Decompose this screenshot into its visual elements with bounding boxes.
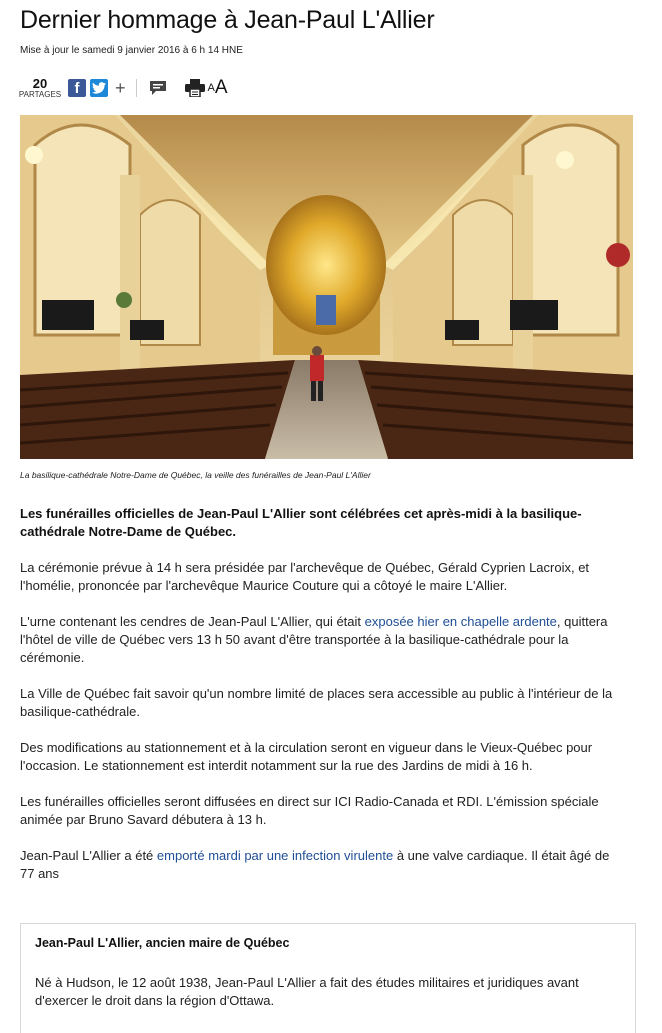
paragraph: Des modifications au stationnement et à la circulation seront en vigueur dans le Vieux-Québec pour l'occasion. Le stationnement est interdit notamment sur la rue des Jardins de midi à 16 h. [20,740,593,773]
bio-infobox [20,923,636,1033]
link-infection[interactable]: emporté mardi par une infection virulente [156,848,394,863]
paragraph [20,847,620,883]
text-size-icon[interactable] [208,77,228,99]
text: à une valve cardiaque. Il était âgé de 77 ans [20,848,610,881]
article-title: Dernier hommage à Jean-Paul L'Allier [20,6,435,34]
infobox-text: Né à Hudson, le 12 août 1938, Jean-Paul L'Allier a fait des études militaires et juridiques avant d'exercer le droit dans la région d'Ottawa. [35,975,579,1008]
paragraph: La cérémonie prévue à 14 h sera présidée par l'archevêque de Québec, Gérald Cyprien Lacroix, et l'homélie, prononcée par l'archevêque Maurice Couture qui a côtoyé le maire L'Allier. [20,560,590,593]
facebook-icon[interactable]: f [68,79,86,97]
link-chapelle-ardente[interactable]: exposée hier en chapelle ardente [364,614,557,629]
divider [136,79,137,97]
text-size-small: A [207,82,215,94]
article-lead: Les funérailles officielles de Jean-Paul L'Allier sont célébrées cet après-midi à la basilique-cathédrale Notre-Dame de Québec. [20,506,582,539]
twitter-icon[interactable] [90,79,108,97]
paragraph: La Ville de Québec fait savoir qu'un nombre limité de places sera accessible au public à l'intérieur de la basilique-cathédrale. [20,686,613,719]
cathedral-photo [20,115,633,459]
photo-caption: La basilique-cathédrale Notre-Dame de Québec, la veille des funérailles de Jean-Paul L'Allier [20,470,371,480]
share-count-number: 20 [32,76,48,91]
update-timestamp: Mise à jour le samedi 9 janvier 2016 à 6 h 14 HNE [20,45,243,56]
print-icon[interactable] [185,79,205,97]
share-count [18,77,62,99]
paragraph [20,613,620,667]
plus-icon[interactable]: + [115,77,126,98]
infobox-title: Jean-Paul L'Allier, ancien maire de Québec [35,936,290,950]
share-count-label: PARTAGES [18,90,62,99]
text: L'urne contenant les cendres de Jean-Paul L'Allier, qui était [20,614,365,629]
comment-icon[interactable] [149,80,167,96]
text: , quittera l'hôtel de ville de Québec vers 13 h 50 avant d'être transportée à la basilique-cathédrale pour la cérémonie. [20,614,608,665]
share-bar [18,74,228,102]
text: Jean-Paul L'Allier a été [20,848,157,863]
article-body [20,505,620,901]
paragraph: Les funérailles officielles seront diffusées en direct sur ICI Radio-Canada et RDI. L'émission spéciale animée par Bruno Savard débutera à 13 h. [20,794,599,827]
text-size-large: A [214,77,228,98]
